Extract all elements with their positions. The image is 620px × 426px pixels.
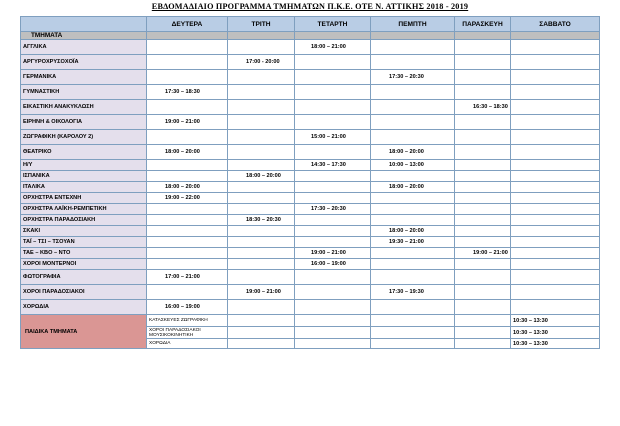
time-slot — [147, 160, 228, 171]
time-slot — [147, 40, 228, 55]
time-slot — [511, 130, 600, 145]
time-slot — [455, 215, 511, 226]
time-slot — [228, 100, 295, 115]
day-header: ΠΕΜΠΤΗ — [371, 17, 455, 32]
time-slot — [147, 55, 228, 70]
course-name: ΟΡΧΗΣΤΡΑ ΛΑΪΚΗ-ΡΕΜΠΕΤΙΚΗ — [21, 204, 147, 215]
time-slot — [511, 300, 600, 315]
time-slot — [228, 259, 295, 270]
course-name: ΧΟΡΩΔΙΑ — [21, 300, 147, 315]
time-slot — [295, 315, 371, 327]
kids-activity: ΧΟΡΟΙ ΠΑΡΑΔΟΣΙΑΚΟΙ ΜΟΥΣΙΚΟΚΙΝΗΤΙΚΗ — [147, 327, 228, 339]
time-slot — [511, 171, 600, 182]
time-slot: 15:00 – 21:00 — [295, 130, 371, 145]
day-header: ΤΡΙΤΗ — [228, 17, 295, 32]
time-slot: 17:00 – 21:00 — [147, 270, 228, 285]
time-slot — [455, 259, 511, 270]
time-slot — [295, 70, 371, 85]
header-row — [21, 17, 600, 32]
time-slot: 19:00 – 21:00 — [147, 115, 228, 130]
time-slot: 17:30 – 20:30 — [371, 70, 455, 85]
time-slot: 16:00 – 19:00 — [147, 300, 228, 315]
time-slot — [295, 100, 371, 115]
schedule-row — [21, 300, 600, 315]
day-header: ΠΑΡΑΣΚΕΥΗ — [455, 17, 511, 32]
section-label: ΤΜΗΜΑΤΑ — [21, 32, 147, 40]
schedule-row — [21, 248, 600, 259]
time-slot — [295, 85, 371, 100]
time-slot — [228, 160, 295, 171]
time-slot — [455, 204, 511, 215]
time-slot — [228, 70, 295, 85]
time-slot — [228, 226, 295, 237]
time-slot: 18:00 – 20:00 — [371, 145, 455, 160]
time-slot — [371, 85, 455, 100]
course-name: Η/Υ — [21, 160, 147, 171]
time-slot — [147, 226, 228, 237]
time-slot — [511, 55, 600, 70]
kids-section-label: ΠΑΙΔΙΚΑ ΤΜΗΜΑΤΑ — [21, 315, 147, 349]
time-slot — [511, 193, 600, 204]
time-slot — [371, 204, 455, 215]
time-slot — [511, 215, 600, 226]
time-slot — [228, 130, 295, 145]
time-slot — [228, 270, 295, 285]
time-slot — [511, 248, 600, 259]
time-slot — [371, 55, 455, 70]
time-slot — [511, 85, 600, 100]
time-slot: 16:30 – 18:30 — [455, 100, 511, 115]
time-slot — [147, 100, 228, 115]
time-slot — [295, 55, 371, 70]
schedule-row — [21, 55, 600, 70]
time-slot: 18:00 – 20:00 — [228, 171, 295, 182]
time-slot — [511, 182, 600, 193]
time-slot: 16:00 – 19:00 — [295, 259, 371, 270]
course-name: ΕΙΚΑΣΤΙΚΗ ΑΝΑΚΥΚΛΩΣΗ — [21, 100, 147, 115]
schedule-row — [21, 115, 600, 130]
time-slot: 17:30 – 20:30 — [295, 204, 371, 215]
time-slot: 19:00 – 21:00 — [228, 285, 295, 300]
time-slot: 17:30 – 18:30 — [147, 85, 228, 100]
section-header-row — [21, 32, 600, 40]
time-slot — [371, 300, 455, 315]
time-slot — [455, 327, 511, 339]
time-slot — [147, 285, 228, 300]
time-slot — [228, 145, 295, 160]
time-slot — [228, 40, 295, 55]
time-slot — [371, 171, 455, 182]
time-slot: 14:30 – 17:30 — [295, 160, 371, 171]
time-slot — [228, 237, 295, 248]
time-slot — [295, 115, 371, 130]
course-name: ΘΕΑΤΡΙΚΟ — [21, 145, 147, 160]
course-name: ΓΕΡΜΑΝΙΚΑ — [21, 70, 147, 85]
time-slot — [371, 259, 455, 270]
time-slot: 19:00 – 22:00 — [147, 193, 228, 204]
course-name: ΦΩΤΟΓΡΑΦΙΑ — [21, 270, 147, 285]
time-slot — [228, 204, 295, 215]
schedule-row — [21, 215, 600, 226]
time-slot — [371, 115, 455, 130]
time-slot — [228, 193, 295, 204]
time-slot — [295, 285, 371, 300]
time-slot: 18:00 – 20:00 — [371, 226, 455, 237]
time-slot — [511, 270, 600, 285]
time-slot — [295, 226, 371, 237]
time-slot — [295, 300, 371, 315]
page-title: ΕΒΔΟΜΑΔΙΑΙΟ ΠΡΟΓΡΑΜΜΑ ΤΜΗΜΑΤΩΝ Π.Κ.Ε. ΟΤΕ Ν. ΑΤΤΙΚΗΣ 2018 - 2019 — [151, 2, 469, 11]
schedule-row — [21, 226, 600, 237]
schedule-row — [21, 270, 600, 285]
day-header: ΣΑΒΒΑΤΟ — [511, 17, 600, 32]
course-name: ΧΟΡΟΙ ΜΟΝΤΕΡΝΟΙ — [21, 259, 147, 270]
time-slot — [371, 315, 455, 327]
kids-activity: ΚΑΤΑΣΚΕΥΕΣ ΖΩΓΡΑΦΙΚΗ — [147, 315, 228, 327]
time-slot — [455, 270, 511, 285]
time-slot — [371, 327, 455, 339]
schedule-table — [20, 16, 600, 349]
time-slot — [511, 237, 600, 248]
time-slot — [228, 115, 295, 130]
time-slot — [371, 100, 455, 115]
time-slot — [295, 339, 371, 349]
header-corner — [21, 17, 147, 32]
time-slot: 17:30 – 19:30 — [371, 285, 455, 300]
time-slot — [511, 226, 600, 237]
time-slot — [511, 259, 600, 270]
time-slot — [295, 327, 371, 339]
course-name: ΖΩΓΡΑΦΙΚΗ (ΚΑΡΟΛΟΥ 2) — [21, 130, 147, 145]
time-slot — [147, 130, 228, 145]
schedule-row — [21, 204, 600, 215]
time-slot — [295, 215, 371, 226]
schedule-row — [21, 259, 600, 270]
time-slot — [371, 40, 455, 55]
course-name: ΓΥΜΝΑΣΤΙΚΗ — [21, 85, 147, 100]
time-slot — [228, 85, 295, 100]
time-slot: 19:00 – 21:00 — [455, 248, 511, 259]
course-name: ΤΑΪ – ΤΣΙ – ΤΣΟΥΑΝ — [21, 237, 147, 248]
time-slot: 17:00 - 20:00 — [228, 55, 295, 70]
schedule-row — [21, 145, 600, 160]
kids-saturday-slot: 10:30 – 13:30 — [511, 339, 600, 349]
time-slot — [228, 248, 295, 259]
time-slot — [455, 70, 511, 85]
time-slot — [511, 100, 600, 115]
time-slot — [455, 226, 511, 237]
kids-activity: ΧΟΡΩΔΙΑ — [147, 339, 228, 349]
course-name: ΣΚΑΚΙ — [21, 226, 147, 237]
time-slot — [455, 182, 511, 193]
time-slot — [228, 339, 295, 349]
time-slot — [511, 160, 600, 171]
time-slot: 18:00 – 20:00 — [371, 182, 455, 193]
time-slot — [147, 204, 228, 215]
time-slot — [455, 40, 511, 55]
time-slot — [511, 115, 600, 130]
time-slot — [455, 193, 511, 204]
time-slot — [455, 315, 511, 327]
time-slot — [455, 145, 511, 160]
time-slot — [371, 270, 455, 285]
time-slot: 18:00 – 21:00 — [295, 40, 371, 55]
course-name: ΟΡΧΗΣΤΡΑ ΠΑΡΑΔΟΣΙΑΚΗ — [21, 215, 147, 226]
course-name: ΙΤΑΛΙΚΑ — [21, 182, 147, 193]
schedule-row — [21, 237, 600, 248]
time-slot: 18:00 – 20:00 — [147, 145, 228, 160]
course-name: ΤΑΕ – ΚΒΟ – ΝΤΟ — [21, 248, 147, 259]
time-slot — [511, 204, 600, 215]
kids-row — [21, 315, 600, 327]
time-slot — [295, 171, 371, 182]
time-slot — [455, 85, 511, 100]
schedule-row — [21, 130, 600, 145]
kids-saturday-slot: 10:30 – 13:30 — [511, 315, 600, 327]
time-slot — [371, 130, 455, 145]
time-slot — [295, 270, 371, 285]
time-slot — [455, 171, 511, 182]
course-name: ΟΡΧΗΣΤΡΑ ΕΝΤΕΧΝΗ — [21, 193, 147, 204]
time-slot: 10:00 – 13:00 — [371, 160, 455, 171]
course-name: ΕΙΡΗΝΗ & ΟΙΚΟΛΟΓΙΑ — [21, 115, 147, 130]
schedule-row — [21, 193, 600, 204]
time-slot — [295, 145, 371, 160]
time-slot — [147, 70, 228, 85]
time-slot: 19:00 – 21:00 — [295, 248, 371, 259]
time-slot — [371, 339, 455, 349]
day-header: ΤΕΤΑΡΤΗ — [295, 17, 371, 32]
time-slot — [147, 248, 228, 259]
time-slot — [511, 70, 600, 85]
time-slot — [228, 327, 295, 339]
schedule-row — [21, 171, 600, 182]
time-slot — [147, 237, 228, 248]
time-slot — [455, 55, 511, 70]
time-slot — [147, 215, 228, 226]
time-slot — [511, 285, 600, 300]
course-name: ΑΓΓΛΙΚΑ — [21, 40, 147, 55]
time-slot — [295, 182, 371, 193]
time-slot — [455, 285, 511, 300]
time-slot — [295, 193, 371, 204]
schedule-row — [21, 160, 600, 171]
time-slot: 18:30 – 20:30 — [228, 215, 295, 226]
schedule-row — [21, 70, 600, 85]
time-slot — [147, 259, 228, 270]
kids-saturday-slot: 10:30 – 13:30 — [511, 327, 600, 339]
schedule-row — [21, 85, 600, 100]
time-slot — [455, 300, 511, 315]
schedule-row — [21, 100, 600, 115]
time-slot — [228, 315, 295, 327]
time-slot — [455, 115, 511, 130]
time-slot — [455, 339, 511, 349]
time-slot — [371, 193, 455, 204]
time-slot — [455, 160, 511, 171]
time-slot: 19:30 – 21:00 — [371, 237, 455, 248]
course-name: ΙΣΠΑΝΙΚΑ — [21, 171, 147, 182]
time-slot — [511, 145, 600, 160]
time-slot — [371, 215, 455, 226]
time-slot — [455, 237, 511, 248]
time-slot — [147, 171, 228, 182]
schedule-row — [21, 182, 600, 193]
course-name: ΧΟΡΟΙ ΠΑΡΑΔΟΣΙΑΚΟΙ — [21, 285, 147, 300]
time-slot: 18:00 – 20:00 — [147, 182, 228, 193]
time-slot — [228, 182, 295, 193]
time-slot — [511, 40, 600, 55]
time-slot — [228, 300, 295, 315]
course-name: ΑΡΓΥΡΟΧΡΥΣΟΧΟΪΑ — [21, 55, 147, 70]
day-header: ΔΕΥΤΕΡΑ — [147, 17, 228, 32]
schedule-row — [21, 40, 600, 55]
schedule-row — [21, 285, 600, 300]
time-slot — [295, 237, 371, 248]
time-slot — [455, 130, 511, 145]
time-slot — [371, 248, 455, 259]
